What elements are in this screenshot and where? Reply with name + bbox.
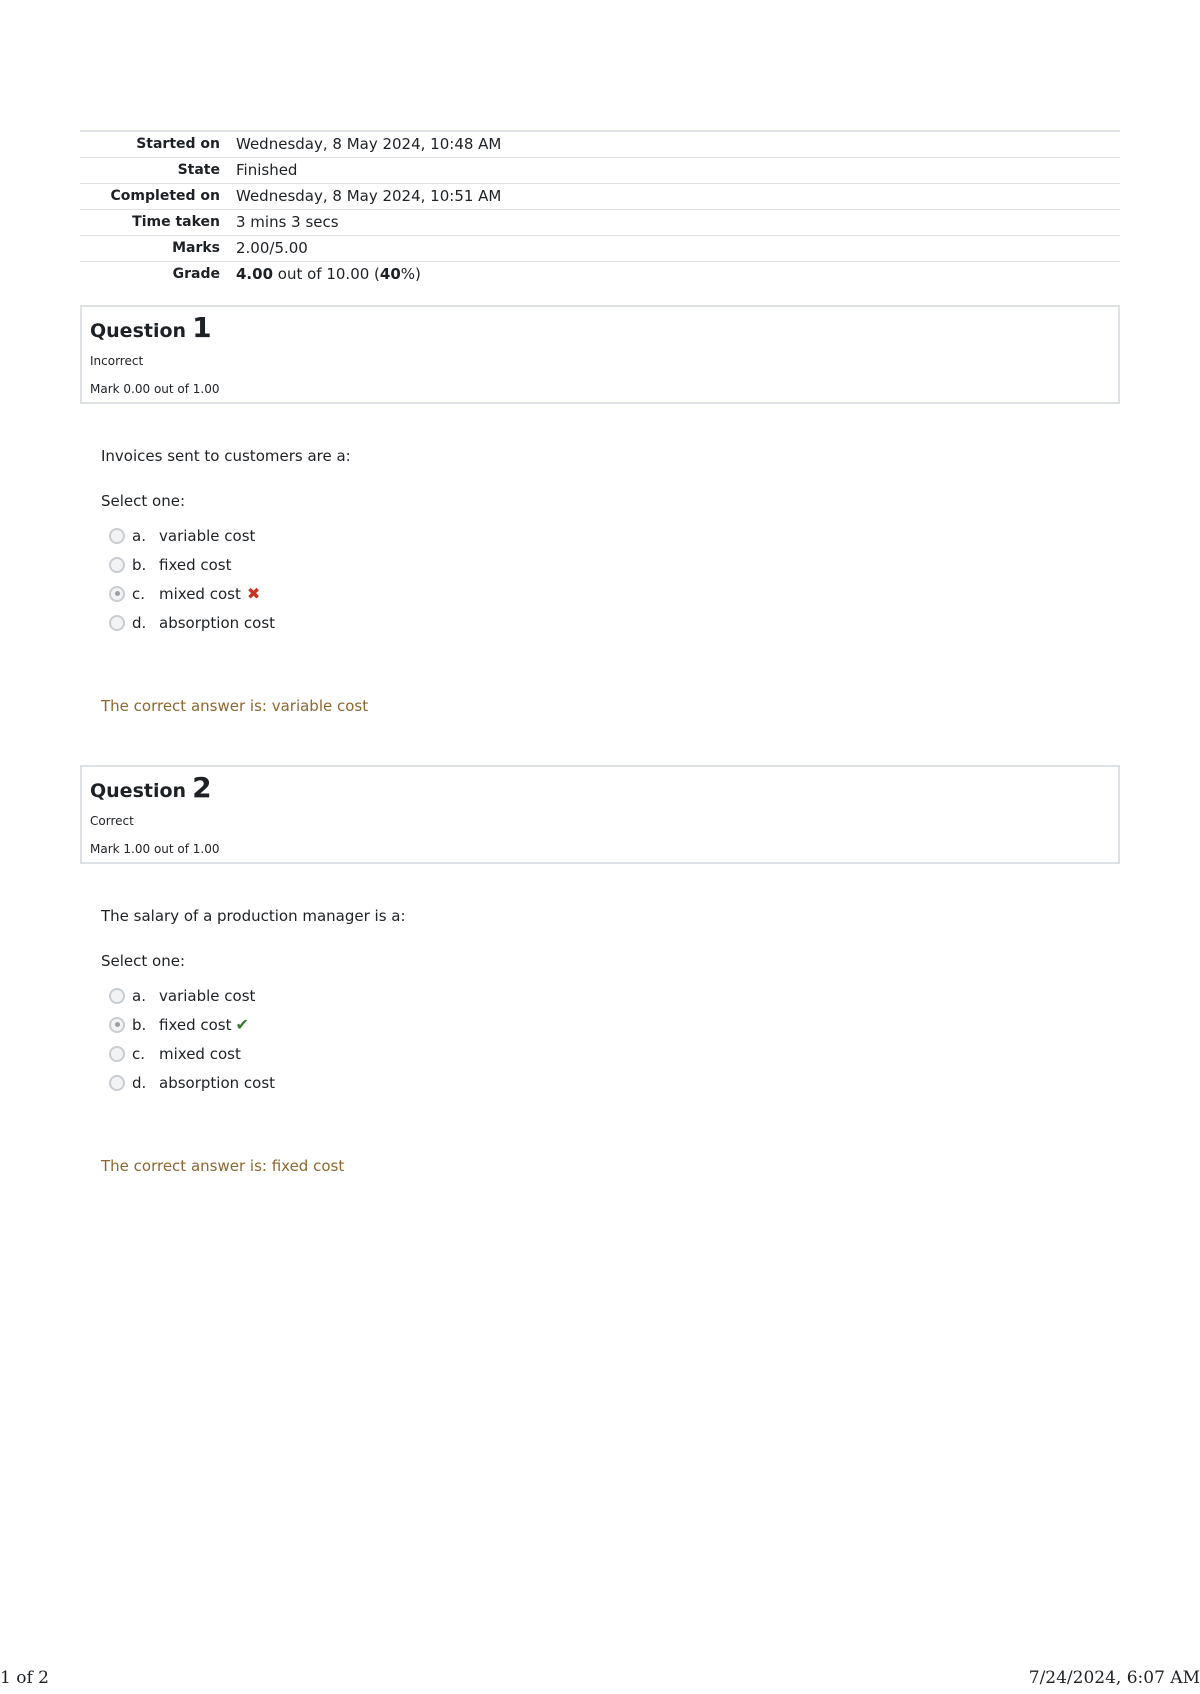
question-state: Incorrect (90, 354, 144, 368)
answer-option[interactable] (109, 550, 275, 579)
question-text: Invoices sent to customers are a: (101, 447, 351, 465)
summary-label: Marks (80, 235, 236, 261)
summary-value: Wednesday, 8 May 2024, 10:48 AM (236, 131, 1120, 157)
summary-value: Finished (236, 157, 1120, 183)
question-number: 1 (192, 311, 212, 344)
question-grade: Mark 0.00 out of 1.00 (90, 382, 220, 396)
question-title: Question 2 (90, 771, 212, 804)
question-number: 2 (192, 771, 212, 804)
summary-row-grade (80, 261, 1120, 287)
radio-button[interactable] (109, 988, 125, 1004)
answer-option[interactable] (109, 608, 275, 637)
question-info-box (80, 305, 1120, 404)
radio-button[interactable] (109, 528, 125, 544)
summary-label: Started on (80, 131, 236, 157)
answer-option[interactable] (109, 1039, 275, 1068)
select-prompt: Select one: (101, 952, 186, 970)
summary-label: Grade (80, 261, 236, 287)
option-letter: a. (132, 986, 146, 1005)
question-title: Question 1 (90, 311, 212, 344)
option-label: fixed cost (159, 555, 232, 574)
answer-option[interactable] (109, 1068, 275, 1097)
option-letter: d. (132, 613, 147, 632)
correct-answer-feedback: The correct answer is: variable cost (101, 697, 369, 715)
option-label: absorption cost (159, 1073, 276, 1092)
option-label: variable cost (159, 986, 256, 1005)
grade-percent: 40 (379, 265, 401, 284)
option-label: mixed cost (159, 1044, 241, 1063)
question-info-box (80, 765, 1120, 864)
answer-options (109, 981, 275, 1097)
cross-icon: ✖ (246, 584, 261, 603)
summary-value: 2.00/5.00 (236, 235, 1120, 261)
radio-button[interactable] (109, 557, 125, 573)
option-letter: c. (132, 1044, 146, 1063)
check-icon: ✔ (235, 1015, 249, 1034)
answer-options (109, 521, 275, 637)
answer-option[interactable] (109, 521, 275, 550)
radio-button[interactable] (109, 615, 125, 631)
radio-button-selected[interactable] (109, 1017, 125, 1033)
summary-row-time-taken (80, 209, 1120, 235)
summary-label: State (80, 157, 236, 183)
option-letter: b. (132, 1015, 147, 1034)
grade-suffix: %) (400, 265, 421, 284)
attempt-summary-table (80, 130, 1120, 287)
question-text: The salary of a production manager is a: (101, 907, 406, 925)
page-number: 1 of 2 (0, 1668, 49, 1688)
print-datetime: 7/24/2024, 6:07 AM (1028, 1668, 1200, 1688)
answer-option[interactable] (109, 981, 275, 1010)
question-state: Correct (90, 814, 134, 828)
option-letter: a. (132, 526, 146, 545)
option-label: variable cost (159, 526, 256, 545)
grade-value (236, 261, 1120, 287)
summary-label: Time taken (80, 209, 236, 235)
answer-option-selected[interactable] (109, 1010, 275, 1039)
summary-value: Wednesday, 8 May 2024, 10:51 AM (236, 183, 1120, 209)
radio-button-selected[interactable] (109, 586, 125, 602)
select-prompt: Select one: (101, 492, 186, 510)
option-label: absorption cost (159, 613, 276, 632)
option-letter: c. (132, 584, 146, 603)
summary-row-marks (80, 235, 1120, 261)
radio-button[interactable] (109, 1075, 125, 1091)
grade-out-of: out of 10.00 ( (273, 265, 380, 284)
radio-button[interactable] (109, 1046, 125, 1062)
answer-option-selected[interactable] (109, 579, 275, 608)
summary-label: Completed on (80, 183, 236, 209)
option-letter: b. (132, 555, 147, 574)
option-label: fixed cost (159, 1015, 232, 1034)
option-label: mixed cost (159, 584, 241, 603)
summary-row-completed (80, 183, 1120, 209)
summary-value: 3 mins 3 secs (236, 209, 1120, 235)
summary-row-started (80, 131, 1120, 157)
grade-score: 4.00 (236, 265, 274, 284)
correct-answer-feedback: The correct answer is: fixed cost (101, 1157, 345, 1175)
question-grade: Mark 1.00 out of 1.00 (90, 842, 220, 856)
option-letter: d. (132, 1073, 147, 1092)
summary-row-state (80, 157, 1120, 183)
